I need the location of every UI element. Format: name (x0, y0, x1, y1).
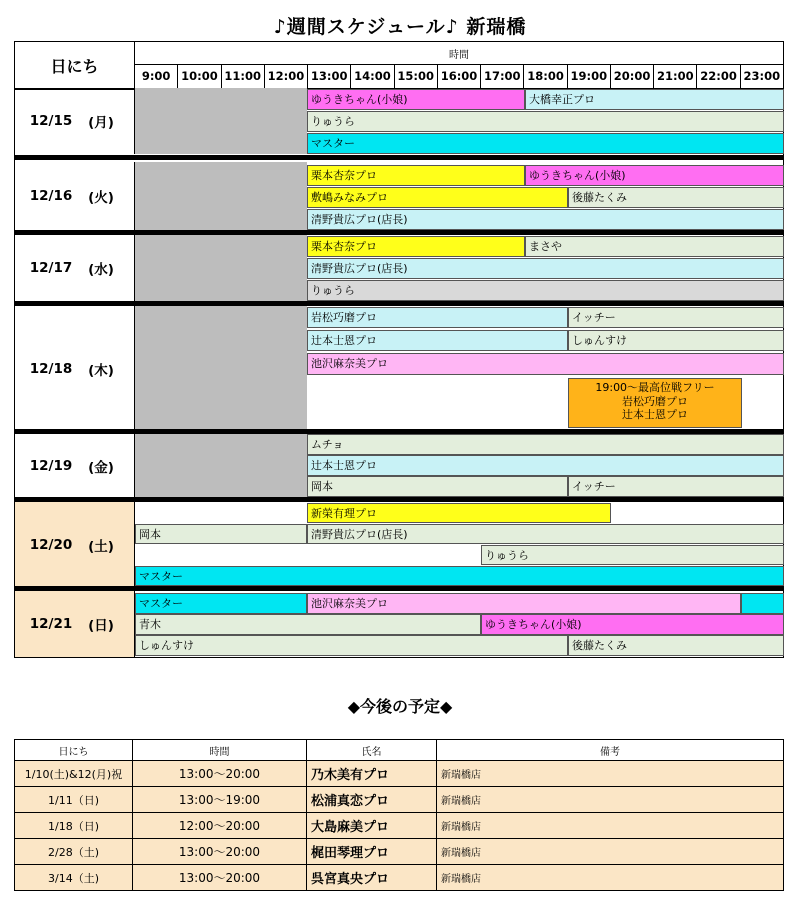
closed-hours (135, 162, 307, 230)
shift-bar: りゅうら (307, 280, 784, 301)
hour-label: 15:00 (395, 64, 438, 88)
event-name: 呉宮真央プロ (307, 865, 437, 891)
day-weekday: (木) (88, 362, 114, 379)
shift-bar: 敷嶋みなみプロ (307, 187, 568, 208)
event-name: 梶田琴理プロ (307, 839, 437, 865)
shift-bar: 岩松巧磨プロ (307, 307, 568, 328)
hour-label: 19:00 (568, 64, 611, 88)
upcoming-table (14, 739, 784, 891)
shift-bar: ムチョ (307, 434, 784, 455)
closed-hours (135, 434, 307, 498)
table-row (15, 761, 784, 787)
day-block (15, 591, 783, 657)
upcoming-title: ◆今後の予定◆ (347, 697, 453, 716)
day-weekday: (金) (88, 460, 114, 476)
shift-bar: 辻本士恩プロ (307, 330, 568, 351)
shift-bar: ゆうきちゃん(小娘) (525, 165, 784, 186)
day-date: 12/15 (29, 113, 73, 129)
event-date: 2/28（土) (15, 839, 133, 865)
hour-label: 11:00 (222, 64, 265, 88)
date-column-header: 日にち (15, 42, 135, 88)
day-date: 12/20 (29, 536, 73, 553)
shift-bar: イッチー (568, 476, 784, 497)
schedule-header (15, 42, 783, 90)
table-row (15, 865, 784, 891)
day-date: 12/17 (29, 260, 73, 276)
hour-label: 10:00 (178, 64, 221, 88)
closed-hours (135, 235, 307, 301)
hour-label: 18:00 (524, 64, 567, 88)
hour-label: 12:00 (265, 64, 308, 88)
closed-hours (135, 88, 307, 154)
day-date: 12/18 (29, 360, 73, 377)
hour-label: 14:00 (351, 64, 394, 88)
shift-bar: 後藤たくみ (568, 187, 784, 208)
event-remark: 新瑞橋店 (437, 865, 784, 891)
event-time: 12:00～20:00 (133, 813, 307, 839)
day-weekday: (水) (88, 262, 114, 278)
day-block (15, 88, 783, 154)
shift-bar: マスター (135, 566, 784, 586)
hour-label: 13:00 (308, 64, 351, 88)
shift-bar: ゆうきちゃん(小娘) (481, 614, 784, 635)
event-time: 13:00～19:00 (133, 787, 307, 813)
day-label (15, 88, 135, 154)
event-remark: 新瑞橋店 (437, 839, 784, 865)
shift-bar: 後藤たくみ (568, 635, 784, 656)
event-note-line: 19:00～最高位戦フリー (595, 381, 715, 394)
weekly-schedule (14, 41, 784, 658)
hour-label: 20:00 (611, 64, 654, 88)
column-header: 時間 (133, 740, 307, 761)
event-date: 1/18（日) (15, 813, 133, 839)
event-note-line: 岩松巧磨プロ (622, 394, 688, 408)
hour-label: 17:00 (481, 64, 524, 88)
event-remark: 新瑞橋店 (437, 761, 784, 787)
event-date: 3/14（土) (15, 865, 133, 891)
table-row (15, 839, 784, 865)
event-remark: 新瑞橋店 (437, 813, 784, 839)
shift-bar: 大橋幸正プロ (525, 89, 784, 110)
shift-bar: イッチー (568, 307, 784, 328)
event-time: 13:00～20:00 (133, 761, 307, 787)
shift-bar: 辻本士恩プロ (307, 455, 784, 476)
event-time: 13:00～20:00 (133, 865, 307, 891)
day-weekday: (日) (88, 618, 114, 634)
event-time: 13:00～20:00 (133, 839, 307, 865)
day-date: 12/19 (29, 458, 73, 474)
column-header: 氏名 (307, 740, 437, 761)
event-name: 乃木美有プロ (307, 761, 437, 787)
shift-bar: 栗本杏奈プロ (307, 236, 525, 257)
event-name: 大島麻美プロ (307, 813, 437, 839)
day-date: 12/21 (29, 616, 73, 632)
page-title: ♪週間スケジュール♪ 新瑞橋 (273, 16, 527, 38)
table-row (15, 813, 784, 839)
shift-bar: まさや (525, 236, 784, 257)
shift-bar: マスター (135, 593, 307, 614)
hour-label: 23:00 (743, 69, 781, 83)
column-header: 日にち (15, 740, 133, 761)
table-header-row (15, 740, 784, 761)
day-block (15, 434, 783, 498)
shift-bar (741, 593, 784, 614)
shift-bar: 岡本 (135, 524, 307, 544)
shift-bar: しゅんすけ (135, 635, 568, 656)
day-label (15, 235, 135, 301)
day-label (15, 502, 135, 587)
shift-bar: マスター (307, 133, 784, 154)
day-block (15, 306, 783, 431)
hour-label: 16:00 (438, 64, 481, 88)
event-note-line: 辻本士恩プロ (622, 408, 688, 421)
day-label (15, 306, 135, 431)
shift-bar: 岡本 (307, 476, 568, 497)
day-block (15, 162, 783, 230)
shift-bar: 清野貴広プロ(店長) (307, 209, 784, 230)
shift-bar: 清野貴広プロ(店長) (307, 258, 784, 279)
shift-bar: しゅんすけ (568, 330, 784, 351)
shift-bar: ゆうきちゃん(小娘) (307, 89, 525, 110)
day-block (15, 502, 783, 587)
shift-bar: 新榮有理プロ (307, 503, 611, 523)
time-column-header: 時間 (135, 42, 783, 65)
day-date: 12/16 (29, 188, 73, 204)
day-separator (15, 155, 783, 160)
event-note (568, 378, 742, 428)
day-weekday: (土) (88, 538, 114, 555)
column-header: 備考 (437, 740, 784, 761)
event-name: 松浦真恋プロ (307, 787, 437, 813)
day-weekday: (火) (88, 190, 114, 206)
event-date: 1/11（日) (15, 787, 133, 813)
shift-bar: 池沢麻奈美プロ (307, 593, 741, 614)
day-label (15, 591, 135, 657)
table-row (15, 787, 784, 813)
day-block (15, 235, 783, 301)
hour-label: 22:00 (697, 64, 740, 88)
shift-bar: りゅうら (307, 111, 784, 132)
event-remark: 新瑞橋店 (437, 787, 784, 813)
closed-hours (135, 306, 307, 431)
shift-bar: 池沢麻奈美プロ (307, 353, 784, 375)
hour-label: 21:00 (654, 64, 697, 88)
day-weekday: (月) (88, 115, 114, 131)
hour-label: 9:00 (135, 64, 178, 88)
shift-bar: 清野貴広プロ(店長) (307, 524, 784, 544)
shift-bar: 青木 (135, 614, 481, 635)
hour-headers (135, 64, 783, 88)
event-date: 1/10(土)&12(月)祝 (15, 761, 133, 787)
shift-bar: 栗本杏奈プロ (307, 165, 525, 186)
shift-bar: りゅうら (481, 545, 784, 565)
day-label (15, 434, 135, 498)
day-label (15, 162, 135, 230)
